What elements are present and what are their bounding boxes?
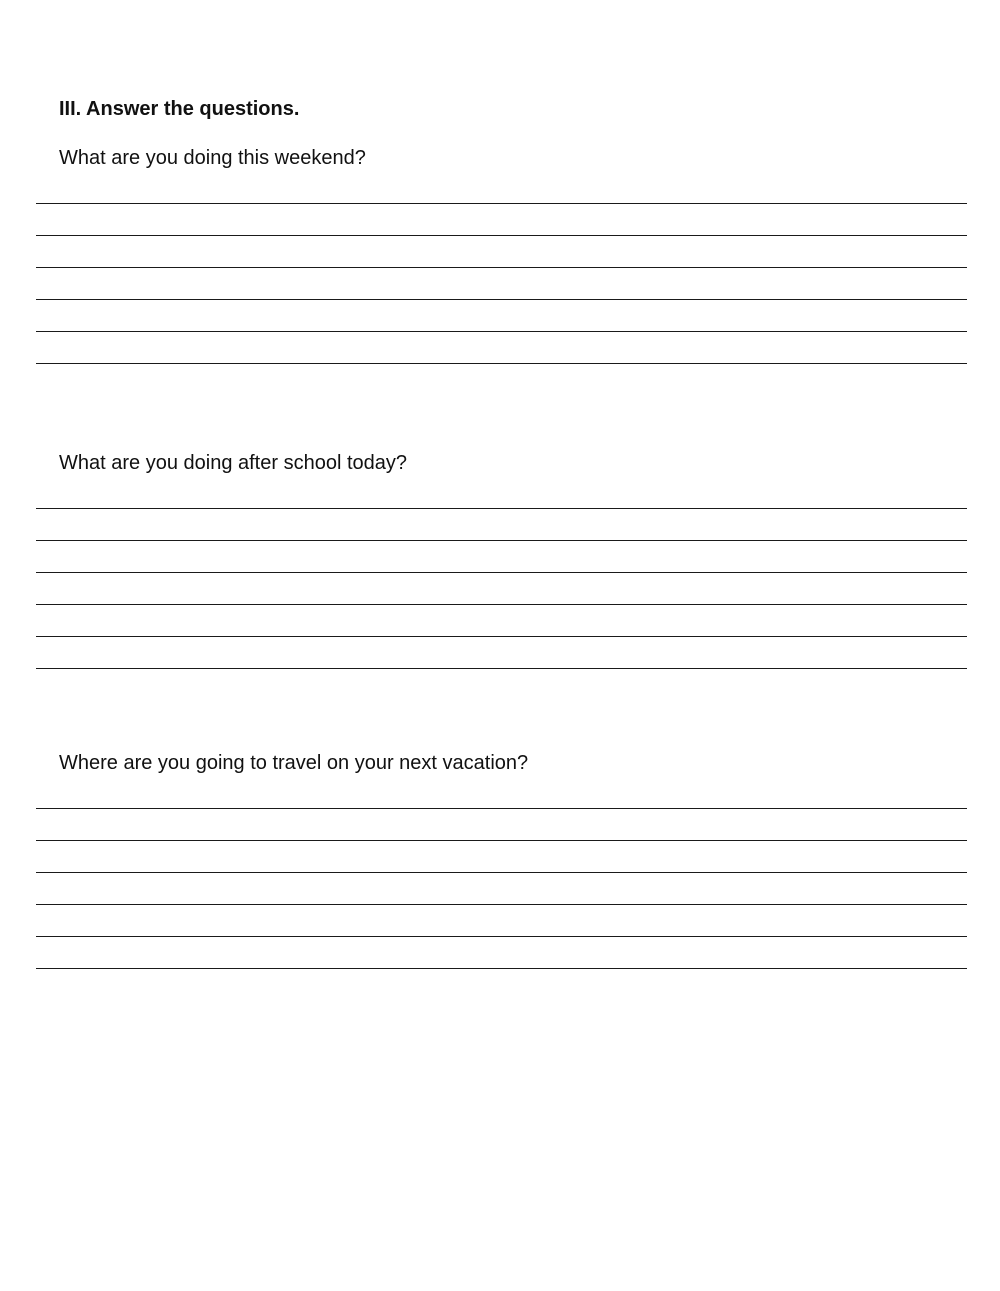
- question-3-text: Where are you going to travel on your next vacation?: [59, 752, 529, 774]
- answer-line[interactable]: [36, 331, 967, 332]
- question-2-text: What are you doing after school today?: [59, 452, 407, 474]
- section-heading: III. Answer the questions.: [59, 98, 300, 120]
- question-1-text: What are you doing this weekend?: [59, 147, 366, 169]
- answer-line[interactable]: [36, 668, 967, 669]
- answer-line[interactable]: [36, 872, 967, 873]
- answer-line[interactable]: [36, 235, 967, 236]
- answer-area-2[interactable]: [36, 508, 967, 669]
- answer-line[interactable]: [36, 904, 967, 905]
- answer-line[interactable]: [36, 203, 967, 204]
- answer-line[interactable]: [36, 636, 967, 637]
- answer-line[interactable]: [36, 363, 967, 364]
- answer-line[interactable]: [36, 808, 967, 809]
- answer-area-3[interactable]: [36, 808, 967, 969]
- answer-line[interactable]: [36, 299, 967, 300]
- answer-line[interactable]: [36, 572, 967, 573]
- answer-area-1[interactable]: [36, 203, 967, 364]
- answer-line[interactable]: [36, 968, 967, 969]
- answer-line[interactable]: [36, 840, 967, 841]
- answer-line[interactable]: [36, 540, 967, 541]
- answer-line[interactable]: [36, 936, 967, 937]
- answer-line[interactable]: [36, 604, 967, 605]
- answer-line[interactable]: [36, 267, 967, 268]
- answer-line[interactable]: [36, 508, 967, 509]
